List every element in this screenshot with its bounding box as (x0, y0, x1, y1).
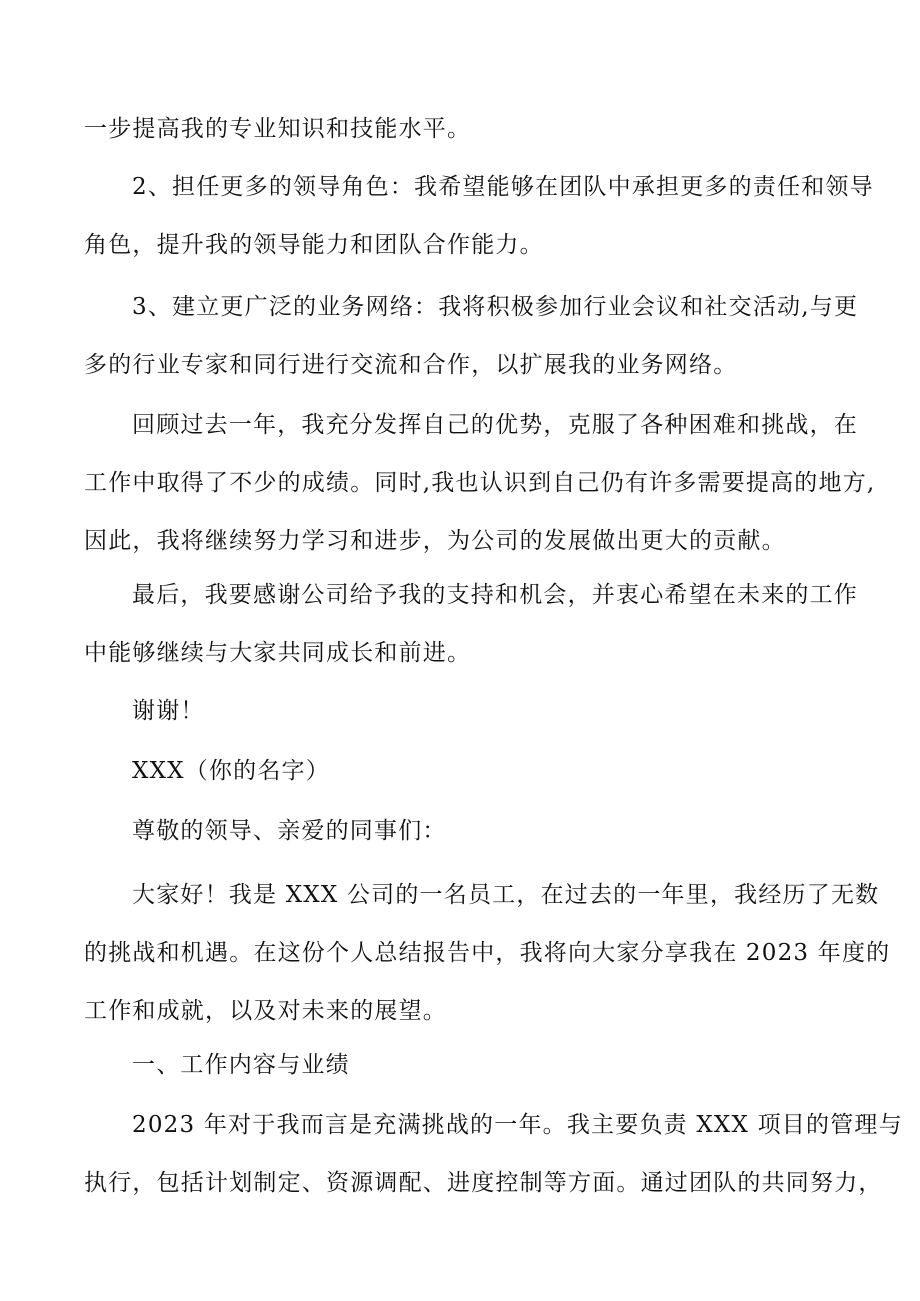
paragraph-work-content (84, 1096, 903, 1212)
text-line: 谢谢！ (132, 698, 205, 724)
text-line: XXX（你的名字） (132, 758, 330, 784)
text-line: 3、建立更广泛的业务网络：我将积极参加行业会议和社交活动,与更 (132, 294, 859, 320)
paragraph-thank-you (84, 682, 840, 740)
text-line: 回顾过去一年，我充分发挥自己的优势，克服了各种困难和挑战，在 (132, 412, 858, 438)
text-line: 一、工作内容与业绩 (132, 1052, 350, 1078)
section-heading (84, 1036, 840, 1094)
text-line: 中能够继续与大家共同成长和前进。 (84, 640, 472, 666)
paragraph-continuation (84, 100, 840, 158)
text-line: 最后，我要感谢公司给予我的支持和机会，并衷心希望在未来的工作 (132, 582, 858, 608)
paragraph-goal-2 (84, 158, 874, 274)
text-line: 一步提高我的专业知识和技能水平。 (84, 116, 472, 142)
text-line: 因此，我将继续努力学习和进步，为公司的发展做出更大的贡献。 (84, 528, 786, 554)
text-line: 尊敬的领导、亲爱的同事们： (132, 818, 447, 844)
text-line: 多的行业专家和同行进行交流和合作，以扩展我的业务网络。 (84, 352, 738, 378)
text-line: 角色，提升我的领导能力和团队合作能力。 (84, 232, 544, 258)
paragraph-review (84, 396, 876, 570)
text-line: 工作和成就，以及对未来的展望。 (84, 998, 447, 1024)
text-line: 大家好！我是 XXX 公司的一名员工，在过去的一年里，我经历了无数 (132, 882, 880, 908)
paragraph-signature (84, 742, 840, 800)
text-line: 执行，包括计划制定、资源调配、进度控制等方面。通过团队的共同努力， (84, 1170, 883, 1196)
text-line: 2023 年对于我而言是充满挑战的一年。我主要负责 XXX 项目的管理与 (132, 1112, 903, 1138)
paragraph-intro (84, 866, 891, 1040)
text-line: 工作中取得了不少的成绩。同时,我也认识到自己仍有许多需要提高的地方, (84, 470, 876, 496)
text-line: 2、担任更多的领导角色：我希望能够在团队中承担更多的责任和领导 (132, 174, 874, 200)
text-line: 的挑战和机遇。在这份个人总结报告中，我将向大家分享我在 2023 年度的 (84, 940, 891, 966)
paragraph-goal-3 (84, 278, 859, 394)
paragraph-greeting (84, 802, 840, 860)
paragraph-thanks (84, 566, 858, 682)
